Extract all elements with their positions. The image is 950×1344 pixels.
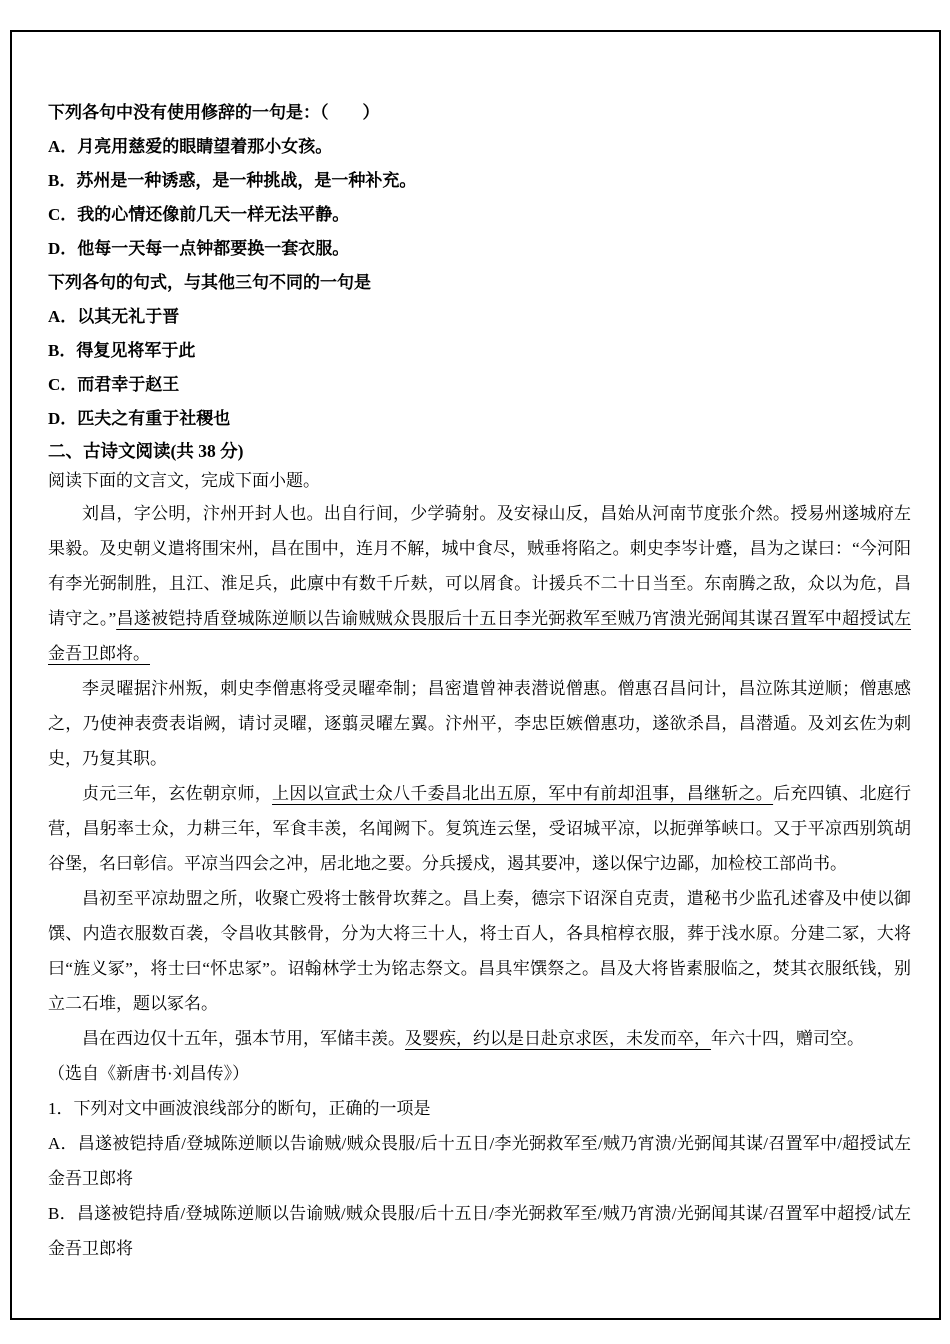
classical-paragraph: [48, 496, 911, 671]
option-a: A．以其无礼于晋: [48, 307, 180, 326]
classical-paragraph: [48, 1021, 911, 1056]
option-b: B．得复见将军于此: [48, 341, 196, 360]
underlined-passage: 及婴疾，约以是日赴京求医，未发而卒，: [405, 1029, 711, 1048]
section-heading: 二、古诗文阅读(共 38 分): [48, 441, 244, 461]
option-d: D．匹夫之有重于社稷也: [48, 409, 231, 428]
passage-text: 昌初至平凉劫盟之所，收聚亡殁将士骸骨坎葬之。昌上奏，德宗下诏深自克责，遣秘书少监孔述睿及中使以御馔、内造衣服数百袭，令昌收其骸骨，分为大将三十人，将士百人，各具棺椁衣服，葬于浅水原。分建二冢，大将曰“旌义冢”，将士曰“怀忠冢”。诏翰林学士为铭志祭文。昌具牢馔祭之。昌及大将皆素服临之，焚其衣服纸钱，别立二石堆，题以冢名。: [48, 889, 911, 1013]
classical-paragraph: [48, 776, 911, 881]
option-a: A．月亮用慈爱的眼睛望着那小女孩。: [48, 137, 333, 156]
classical-paragraph: [48, 881, 911, 1021]
page-border-frame: [10, 30, 941, 1320]
passage-text: 年六十四，赠司空。: [711, 1029, 864, 1048]
rhetoric-question-block: [48, 96, 911, 266]
classical-paragraph: [48, 671, 911, 776]
question-1-option-a: A．昌遂被铠持盾/登城陈逆顺以告谕贼/贼众畏服/后十五日/李光弼救军至/贼乃宵溃/光弼闻其谋/召置军中/超授试左金吾卫郎将: [48, 1134, 911, 1188]
option-c: C．而君幸于赵王: [48, 375, 180, 394]
reading-instruction: 阅读下面的文言文，完成下面小题。: [48, 471, 320, 490]
passage-text: 刘昌，字公明，汴州开封人也。出自行间，少学骑射。及安禄山反，昌始从河南节度张介然。授易州遂城府左果毅。及史朝义遣将围宋州，昌在围中，连月不解，城中食尽，贼垂将陷之。刺史李岑计蹙，昌为之谋曰：“今河阳有李光弼制胜，且江、淮足兵，此廪中有数千斤麸，可以屑食。计援兵不二十日当至。东南腾之敌，众以为危，昌请守之。”: [48, 504, 911, 628]
passage-text: 后充四镇、北庭行营，昌躬率士众，力耕三年，军食丰羡，名闻阙下。复筑连云堡，受诏城平凉，以扼弹筝峡口。又于平凉西别筑胡谷堡，名曰彰信。平凉当四会之冲，居北地之要。分兵援戍，遏其要冲，遂以保宁边鄙，加检校工部尚书。: [48, 784, 912, 873]
option-c: C．我的心情还像前几天一样无法平静。: [48, 205, 350, 224]
passage-text: 李灵曜据汴州叛，刺史李僧惠将受灵曜牵制；昌密遣曾神表潜说僧惠。僧惠召昌问计，昌泣陈其逆顺；僧惠感之，乃使神表赍表诣阙，请讨灵曜，逐翦灵曜左翼。汴州平，李忠臣嫉僧惠功，遂欲杀昌，昌潜遁。及刘玄佐为刺史，乃复其职。: [48, 679, 911, 768]
passage-text: 昌在西边仅十五年，强本节用，军储丰羡。: [82, 1029, 405, 1048]
sentence-pattern-question-block: [48, 266, 911, 436]
passage-text: 贞元三年，玄佐朝京师，: [82, 784, 273, 803]
underlined-passage: 上因以宣武士众八千委昌北出五原，军中有前却沮事，昌继斩之。: [272, 784, 774, 803]
source-attribution: （选自《新唐书·刘昌传》）: [48, 1064, 250, 1083]
question-1-option-b: B．昌遂被铠持盾/登城陈逆顺以告谕贼/贼众畏服/后十五日/李光弼救军至/贼乃宵溃/光弼闻其谋/召置军中超授/试左金吾卫郎将: [48, 1204, 911, 1258]
question-stem: 下列各句的句式，与其他三句不同的一句是: [48, 273, 371, 292]
option-b: B．苏州是一种诱惑，是一种挑战，是一种补充。: [48, 171, 417, 190]
question-stem: 下列各句中没有使用修辞的一句是：（ ）: [48, 103, 380, 122]
option-d: D．他每一天每一点钟都要换一套衣服。: [48, 239, 350, 258]
classical-text-body: [48, 496, 911, 1056]
underlined-passage: 昌遂被铠持盾登城陈逆顺以告谕贼贼众畏服后十五日李光弼救军至贼乃宵溃光弼闻其谋召置军中超授试左金吾卫郎将。: [48, 609, 912, 663]
question-1-stem: 1．下列对文中画波浪线部分的断句，正确的一项是: [48, 1099, 431, 1118]
